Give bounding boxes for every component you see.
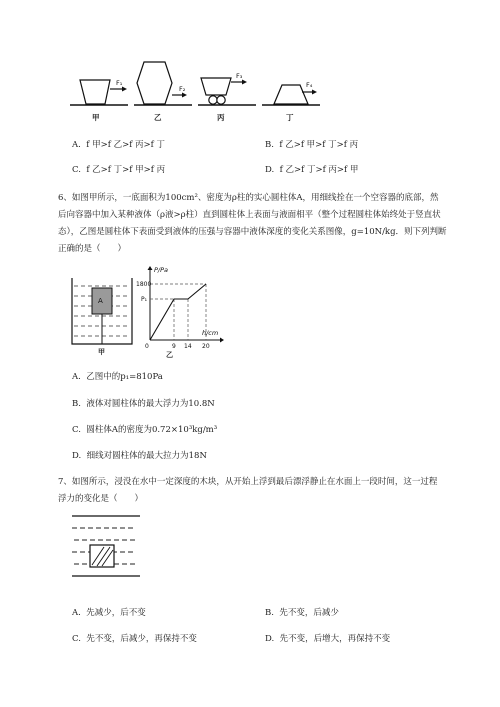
- q6-option-a[interactable]: [72, 370, 163, 382]
- q6-stem-line-4: 正确的是（ ）: [58, 244, 127, 254]
- q6-stem-line-3: 态），乙图是圆柱体下表面受到液体的压强与容器中液体深度的变化关系图像，g=10N/kg．则下列判断: [58, 227, 447, 237]
- option-letter: D.: [265, 165, 275, 175]
- q6-option-d[interactable]: [72, 449, 207, 461]
- q7-water-figure: [70, 512, 144, 592]
- option-letter: A.: [72, 140, 81, 150]
- option-letter: C.: [72, 425, 81, 435]
- option-text: 乙图中的p₁=810Pa: [86, 372, 163, 382]
- option-letter: A.: [72, 608, 81, 618]
- q7-option-c[interactable]: [72, 632, 197, 644]
- force-label-f1: F₁: [116, 79, 123, 87]
- q5-option-b[interactable]: [265, 138, 358, 150]
- y-tick-1800: 1800: [136, 281, 152, 288]
- q6-container-figure: [66, 270, 138, 356]
- block-yi: [137, 62, 172, 104]
- fig-label-ding: 丁: [286, 113, 294, 122]
- wheel-right: [217, 96, 225, 104]
- block-bing: [201, 78, 231, 95]
- option-letter: B.: [72, 399, 81, 409]
- x-tick-9: 9: [172, 343, 176, 350]
- pressure-curve: [150, 284, 206, 340]
- option-letter: C.: [72, 634, 81, 644]
- q5-option-a[interactable]: [72, 138, 165, 150]
- fig-caption-jia: 甲: [98, 348, 105, 356]
- option-text: 先不变，后减少，再保持不变: [86, 634, 197, 644]
- option-text: 先不变，后减少: [279, 608, 339, 618]
- fig-label-bing: 丙: [217, 113, 225, 122]
- q6-option-b[interactable]: [72, 397, 215, 409]
- option-text: f 乙>f 甲>f 丁>f 丙: [279, 140, 359, 150]
- option-letter: D.: [72, 451, 82, 461]
- q7-option-a[interactable]: [72, 606, 146, 618]
- cylinder-a-label: A: [98, 297, 103, 305]
- force-label-f4: F₄: [306, 81, 313, 89]
- q7-option-b[interactable]: [265, 606, 339, 618]
- option-letter: B.: [265, 608, 274, 618]
- option-text: 液体对圆柱体的最大浮力为10.8N: [86, 399, 215, 409]
- y-axis-label: P/Pa: [154, 266, 169, 274]
- option-text: f 甲>f 乙>f 丙>f 丁: [86, 140, 166, 150]
- q6-option-c[interactable]: [72, 423, 217, 435]
- wooden-block: [90, 545, 114, 567]
- option-text: 圆柱体A的密度为0.72×10³kg/m³: [86, 425, 218, 435]
- option-letter: A.: [72, 372, 81, 382]
- q6-pressure-graph: [136, 264, 226, 358]
- option-letter: D.: [265, 634, 275, 644]
- fig-label-yi: 乙: [154, 113, 162, 122]
- block-jia: [80, 80, 110, 104]
- option-text: f 乙>f 丁>f 丙>f 甲: [279, 165, 359, 175]
- y-tick-p1: P₁: [141, 296, 148, 303]
- q7-option-d[interactable]: [265, 632, 390, 644]
- force-label-f2: F₂: [179, 85, 186, 93]
- fig-label-jia: 甲: [92, 113, 100, 122]
- option-text: 细线对圆柱体的最大拉力为18N: [86, 451, 207, 461]
- q6-stem-line-2: 后向容器中加入某种液体（ρ液>ρ柱）直到圆柱体上表面与液面相平（整个过程圆柱体始终处于竖直状: [58, 210, 441, 220]
- q7-stem-line-1: 7、如图所示，浸没在水中一定深度的木块，从开始上浮到最后漂浮静止在水面上一段时间，这一过程: [58, 477, 438, 487]
- q6-stem-line-1: 6、如图甲所示，一底面积为100cm²、密度为ρ柱的实心圆柱体A，用细线拴在一个空容器的底部，然: [58, 193, 439, 203]
- block-ding: [274, 85, 308, 104]
- x-axis-label: h/cm: [202, 329, 219, 337]
- wheel-left: [209, 96, 217, 104]
- x-tick-20: 20: [202, 343, 210, 350]
- q5-figure: [68, 58, 324, 124]
- q5-option-d[interactable]: [265, 163, 358, 175]
- option-text: 先减少，后不变: [86, 608, 146, 618]
- option-text: 先不变，后增大，再保持不变: [279, 634, 391, 644]
- x-tick-14: 14: [184, 343, 192, 350]
- q7-stem-line-2: 浮力的变化是（ ）: [58, 494, 144, 504]
- option-text: f 乙>f 丁>f 甲>f 丙: [86, 165, 166, 175]
- x-tick-0: 0: [145, 343, 149, 350]
- option-letter: C.: [72, 165, 81, 175]
- force-label-f3: F₃: [236, 72, 243, 80]
- option-letter: B.: [265, 140, 274, 150]
- q5-option-c[interactable]: [72, 163, 165, 175]
- fig-caption-yi: 乙: [166, 351, 173, 358]
